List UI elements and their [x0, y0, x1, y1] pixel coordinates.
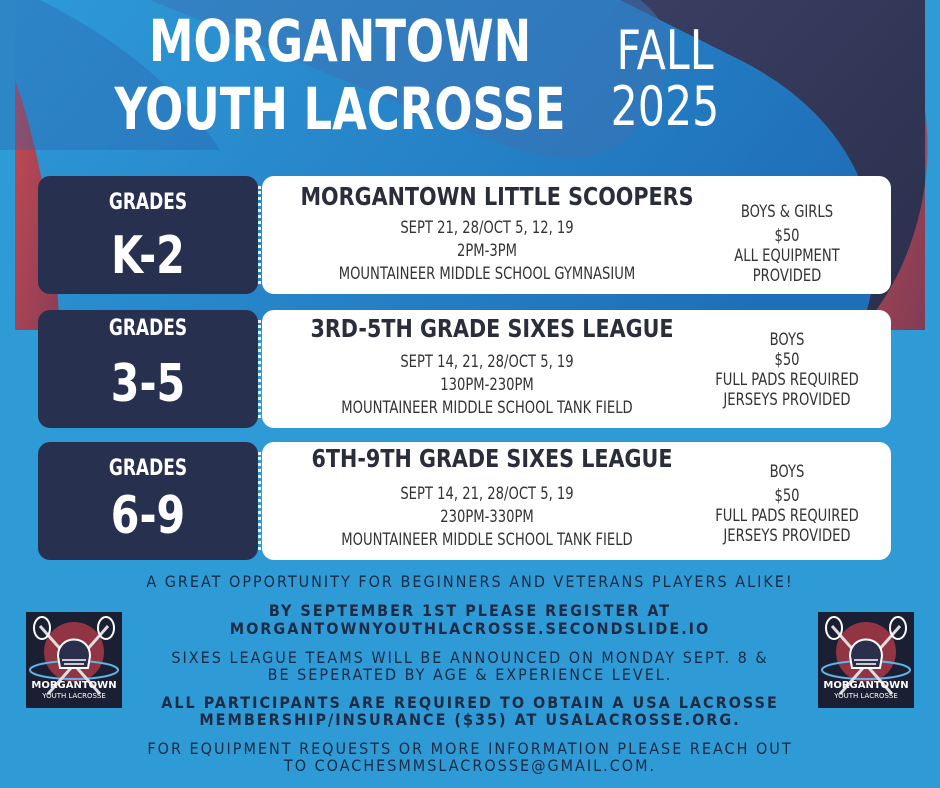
- program-name: 6TH-9TH GRADE SIXES LEAGUE: [311, 444, 673, 473]
- program-dates: SEPT 14, 21, 28/OCT 5, 19: [400, 352, 574, 372]
- lacrosse-logo-left: [26, 612, 122, 708]
- grades-stub: [38, 442, 258, 560]
- program-detail: BOYS: [769, 462, 805, 482]
- program-dates: SEPT 14, 21, 28/OCT 5, 19: [400, 484, 574, 504]
- membership-line-1: ALL PARTICIPANTS ARE REQUIRED TO OBTAIN A USA LACROSSE: [161, 693, 779, 712]
- lacrosse-logo-right: [818, 612, 914, 708]
- grades-value: 3-5: [110, 354, 186, 414]
- register-line-2: MORGANTOWNYOUTHLACROSSE.SECONDSLIDE.IO: [229, 619, 711, 638]
- program-detail: FULL PADS REQUIRED: [715, 506, 859, 526]
- program-time: 230PM-330PM: [440, 507, 534, 527]
- program-detail: $50: [774, 486, 800, 506]
- contact-line-2: TO COACHESMMSLACROSSE@GMAIL.COM.: [283, 756, 657, 775]
- season-line-2: 2025: [610, 75, 720, 138]
- program-location: MOUNTAINEER MIDDLE SCHOOL TANK FIELD: [341, 530, 633, 550]
- logo-text: MORGANTOWN: [31, 680, 117, 691]
- program-location: MOUNTAINEER MIDDLE SCHOOL GYMNASIUM: [338, 264, 636, 284]
- program-card: [262, 176, 891, 294]
- program-name: MORGANTOWN LITTLE SCOOPERS: [300, 182, 694, 211]
- teams-line-2: BE SEPERATED BY AGE & EXPERIENCE LEVEL.: [267, 665, 673, 684]
- contact-line-1: FOR EQUIPMENT REQUESTS OR MORE INFORMATION PLEASE REACH OUT: [147, 739, 793, 758]
- program-time: 2PM-3PM: [456, 241, 518, 261]
- program-detail: $50: [774, 350, 800, 370]
- teams-line-1: SIXES LEAGUE TEAMS WILL BE ANNOUNCED ON MONDAY SEPT. 8 &: [171, 648, 769, 667]
- grades-label: GRADES: [108, 456, 188, 481]
- program-dates: SEPT 21, 28/OCT 5, 12, 19: [400, 218, 574, 238]
- program-location: MOUNTAINEER MIDDLE SCHOOL TANK FIELD: [341, 398, 633, 418]
- logo-subtext: YOUTH LACROSSE: [834, 692, 898, 700]
- season-line-1: FALL: [616, 19, 714, 82]
- grades-stub: [38, 310, 258, 428]
- program-card: [262, 310, 891, 428]
- program-detail: FULL PADS REQUIRED: [715, 370, 859, 390]
- grades-label: GRADES: [108, 316, 188, 341]
- program-detail: BOYS & GIRLS: [740, 202, 834, 222]
- register-line-1: BY SEPTEMBER 1ST PLEASE REGISTER AT: [268, 601, 672, 620]
- logo-subtext: YOUTH LACROSSE: [42, 692, 106, 700]
- program-card: [262, 442, 891, 560]
- program-time: 130PM-230PM: [440, 375, 534, 395]
- program-detail: PROVIDED: [752, 266, 822, 286]
- program-detail: BOYS: [769, 330, 805, 350]
- title-line-1: MORGANTOWN: [148, 7, 532, 75]
- membership-line-2: MEMBERSHIP/INSURANCE ($35) AT USALACROSSE.ORG.: [199, 710, 741, 729]
- program-detail: ALL EQUIPMENT: [734, 246, 840, 266]
- grades-label: GRADES: [108, 190, 188, 215]
- program-detail: $50: [774, 226, 800, 246]
- tagline: A GREAT OPPORTUNITY FOR BEGINNERS AND VETERANS PLAYERS ALIKE!: [146, 572, 794, 591]
- program-detail: JERSEYS PROVIDED: [723, 390, 851, 410]
- title-line-2: YOUTH LACROSSE: [114, 75, 566, 143]
- program-name: 3RD-5TH GRADE SIXES LEAGUE: [310, 314, 674, 343]
- program-detail: JERSEYS PROVIDED: [723, 526, 851, 546]
- grades-stub: [38, 176, 258, 294]
- grades-value: K-2: [111, 226, 185, 286]
- grades-value: 6-9: [110, 486, 186, 546]
- logo-text: MORGANTOWN: [823, 680, 909, 691]
